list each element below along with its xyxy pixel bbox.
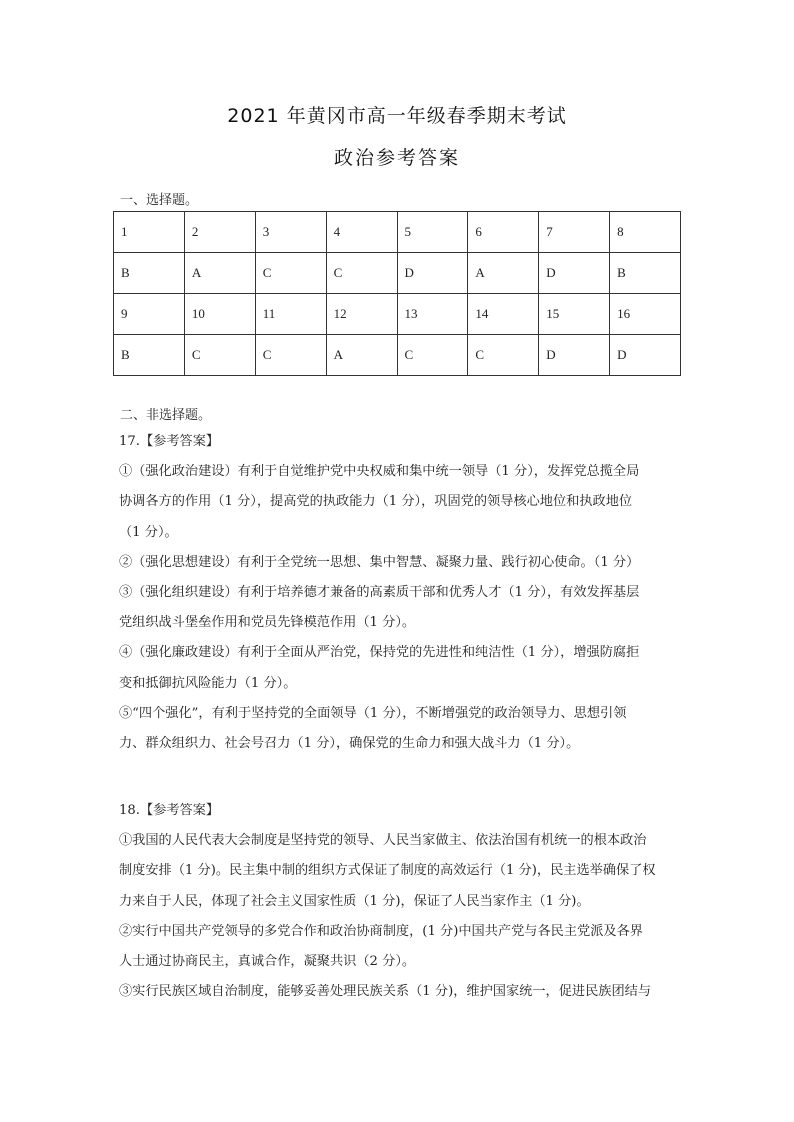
question-number-cell: 14 — [468, 294, 539, 335]
question-number-cell: 13 — [397, 294, 468, 335]
question-number-cell: 6 — [468, 212, 539, 253]
answer-text-line: ②实行中国共产党领导的多党合作和政治协商制度，(1 分)中国共产党与各民主党派及各界 — [119, 923, 643, 939]
answer-letter-cell: C — [255, 335, 326, 376]
page-subtitle: 政治参考答案 — [333, 147, 460, 169]
answer-text-line: 力、群众组织力、社会号召力（1 分），确保党的生命力和强大战斗力（1 分）。 — [119, 736, 580, 752]
answer-text-line: ③（强化组织建设）有利于培养德才兼备的高素质干部和优秀人才（1 分），有效发挥基层 — [119, 585, 640, 601]
answer-text-line: 人士通过协商民主，真诚合作，凝聚共识（2 分）。 — [119, 954, 416, 970]
answer-letter-row — [114, 335, 681, 376]
answer-table — [113, 211, 681, 376]
answer-letter-row — [114, 253, 681, 294]
answer-letter-cell: D — [610, 335, 681, 376]
answer-letter-cell: A — [326, 335, 397, 376]
answer-text-line: 制度安排（1 分)。民主集中制的组织方式保证了制度的高效运行（1 分)，民主选举确保了权 — [119, 863, 656, 879]
answer-letter-cell: B — [114, 335, 185, 376]
answer-text-line: ②（强化思想建设）有利于全党统一思想、集中智慧、凝聚力量、践行初心使命。（1 分） — [119, 554, 640, 570]
section-heading-nonchoice: 二、非选择题。 — [120, 408, 212, 423]
question-number-cell: 2 — [184, 212, 255, 253]
answer-letter-cell: C — [255, 253, 326, 294]
question-number-cell: 10 — [184, 294, 255, 335]
question-number-cell: 9 — [114, 294, 185, 335]
question-number-row — [114, 212, 681, 253]
answer-text-line: ③实行民族区域自治制度，能够妥善处理民族关系（1 分)，维护国家统一，促进民族团结与 — [119, 984, 652, 1000]
question-18-answer — [119, 796, 679, 1007]
answer-text-line: （1 分）。 — [119, 524, 178, 540]
answer-letter-cell: C — [397, 335, 468, 376]
question-17-label: 17.【参考答案】 — [119, 434, 220, 449]
answer-letter-cell: B — [114, 253, 185, 294]
question-17-answer — [119, 427, 679, 759]
question-number-cell: 8 — [610, 212, 681, 253]
answer-letter-cell: B — [610, 253, 681, 294]
question-number-cell: 12 — [326, 294, 397, 335]
answer-text-line: 协调各方的作用（1 分），提高党的执政能力（1 分），巩固党的领导核心地位和执政地位 — [119, 494, 633, 510]
answer-letter-cell: A — [468, 253, 539, 294]
question-number-cell: 11 — [255, 294, 326, 335]
answer-letter-cell: D — [397, 253, 468, 294]
question-number-cell: 3 — [255, 212, 326, 253]
answer-text-line: 党组织战斗堡垒作用和党员先锋模范作用（1 分）。 — [119, 615, 416, 631]
section-heading-choice: 一、选择题。 — [120, 193, 199, 208]
answer-letter-cell: D — [539, 253, 610, 294]
page-title: 2021 年黄冈市高一年级春季期末考试 — [227, 105, 567, 127]
question-number-cell: 5 — [397, 212, 468, 253]
question-number-cell: 15 — [539, 294, 610, 335]
question-number-cell: 1 — [114, 212, 185, 253]
answer-letter-cell: C — [326, 253, 397, 294]
answer-letter-cell: A — [184, 253, 255, 294]
answer-text-line: 变和抵御抗风险能力（1 分）。 — [119, 675, 297, 691]
answer-text-line: ⑤“四个强化”，有利于坚持党的全面领导（1 分），不断增强党的政治领导力、思想引领 — [119, 705, 627, 721]
answer-letter-cell: D — [539, 335, 610, 376]
question-number-cell: 7 — [539, 212, 610, 253]
question-number-row — [114, 294, 681, 335]
answer-letter-cell: C — [184, 335, 255, 376]
question-18-label: 18.【参考答案】 — [119, 803, 220, 818]
answer-text-line: 力来自于人民，体现了社会主义国家性质（1 分)，保证了人民当家作主（1 分)。 — [119, 893, 590, 909]
question-number-cell: 16 — [610, 294, 681, 335]
answer-letter-cell: C — [468, 335, 539, 376]
answer-text-line: ①我国的人民代表大会制度是坚持党的领导、人民当家做主、依法治国有机统一的根本政治 — [119, 833, 647, 849]
question-number-cell: 4 — [326, 212, 397, 253]
answer-text-line: ①（强化政治建设）有利于自觉维护党中央权威和集中统一领导（1 分），发挥党总揽全局 — [119, 464, 640, 480]
answer-text-line: ④（强化廉政建设）有利于全面从严治党，保持党的先进性和纯洁性（1 分），增强防腐拒 — [119, 645, 640, 661]
